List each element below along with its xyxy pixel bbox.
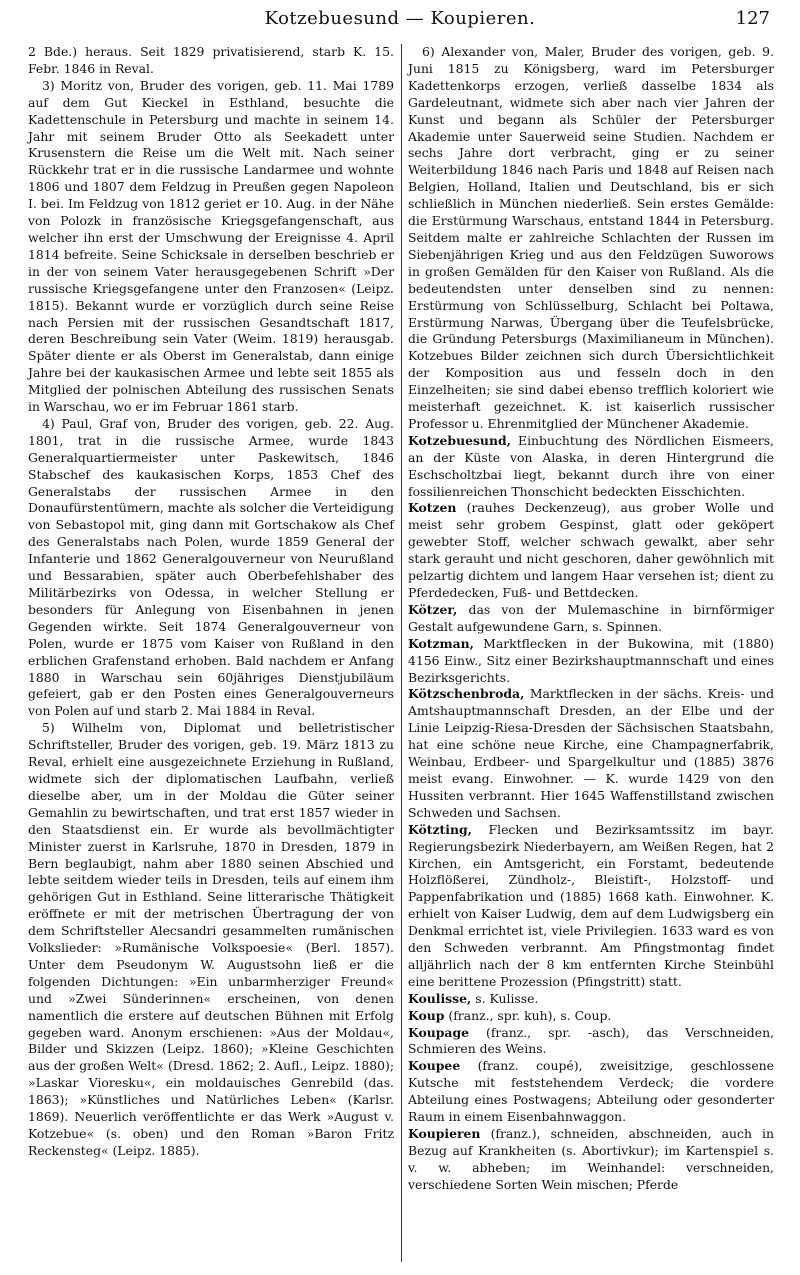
entry-kotzman (408, 636, 774, 687)
entry-text: Flecken und Bezirksamtssitz im bayr. Regierungsbezirk Niederbayern, am Weißen Regen, hat 2 Kirchen, ein Amtsgericht, ein Forstamt, bedeutende Holzflößerei, Zündholz-, Bleistift-, Holzstoff- und Pappenfabrikation und (1885) 1668 kath. Einwohner. K. erhielt von Kaiser Ludwig, dem auf dem Ludwigsberg ein Denkmal errichtet ist, viele Privilegien. 1633 ward es von den Schweden verbrannt. Am Pfingstmontag findet alljährlich nach der 8 km entfernten Kirche Steinbühl eine berittene Prozession (Pfingstritt) statt. (408, 821, 774, 989)
headword: Kötzer, (408, 601, 458, 617)
entry-text: Marktflecken in der sächs. Kreis- und Amtshauptmannschaft Dresden, an der Elbe und der Linie Leipzig-Riesa-Dresden der Sächsischen Staatsbahn, hat eine schöne neue Kirche, eine Champagnerfabrik, Weinbau, Erdbeer- und Spargelkultur und (1885) 3876 meist evang. Einwohner. — K. wurde 1429 von den Hussiten verbrannt. Hier 1645 Waffenstillstand zwischen Schweden und Sachsen. (408, 686, 774, 820)
entry-text: das von der Mulemaschine in birnförmiger Gestalt aufgewundene Garn, s. Spinnen. (408, 601, 774, 634)
headword: Koulisse, (408, 990, 472, 1006)
running-head: Kotzebuesund — Koupieren. (264, 8, 536, 29)
right-column (408, 44, 774, 1194)
entry-text: (franz. coupé), zweisitzige, geschlossene Kutsche mit feststehendem Verdeck; die vordere Abteilung eines Postwagens; Abteilung oder gesonderter Raum in einem Eisenbahnwaggon. (408, 1058, 774, 1125)
headword: Kotzman, (408, 635, 474, 651)
entry-paragraph: 3) Moritz von, Bruder des vorigen, geb. 11. Mai 1789 auf dem Gut Kieckel in Esthland, besuchte die Kadettenschule in Petersburg und machte in seinem 14. Jahr mit seinem Bruder Otto als Seekadett unter Krusenstern die Reise um die Welt mit. Nach seiner Rückkehr trat er in die russische Landarmee und wohnte 1806 und 1807 dem Feldzug in Preußen gegen Napoleon I. bei. Im Feldzug von 1812 geriet er 10. Aug. in der Nähe von Polozk in französische Kriegsgefangenschaft, aus welcher ihn erst der Umschwung der Ereignisse 4. April 1814 befreite. Seine Schicksale in derselben beschrieb er in der von seinem Vater herausgegebenen Schrift »Der russische Kriegsgefangene unter den Franzosen« (Leipz. 1815). Bekannt wurde er vorzüglich durch seine Reise nach Persien mit der russischen Gesandtschaft 1817, deren Beschreibung sein Vater (Weim. 1819) herausgab. Später diente er als Oberst im Generalstab, dann einige Jahre bei der kaukasischen Armee und lebte seit 1855 als Mitglied der polnischen Abteilung des russischen Senats in Warschau, wo er im Februar 1861 starb. (28, 77, 394, 415)
headword: Kötzting, (408, 821, 472, 837)
entry-koupieren (408, 1126, 774, 1194)
headword: Koupage (408, 1024, 470, 1040)
entry-kotzschenbroda (408, 686, 774, 821)
left-column (28, 44, 394, 1160)
entry-koupee (408, 1058, 774, 1126)
headword: Koupieren (408, 1126, 481, 1141)
entry-text: (franz., spr. kuh), s. Coup. (444, 1007, 612, 1023)
entry-paragraph: 6) Alexander von, Maler, Bruder des vorigen, geb. 9. Juni 1815 zu Königsberg, ward im Petersburger Kadettenkorps erzogen, verließ dasselbe 1834 als Gardeleutnant, widmete sich aber nach vier Jahren der Kunst und begann als Schüler der Petersburger Akademie unter Sauerweid seine Studien. Nachdem er sechs Jahre dort verbracht, ging er zu seiner Weiterbildung 1846 nach Paris und 1848 auf Reisen nach Belgien, Holland, Italien und Deutschland, bis er sich schließlich in München niederließ. Sein erstes Gemälde: die Erstürmung Warschaus, entstand 1844 in Petersburg. Seitdem malte er zahlreiche Schlachten der Russen im Siebenjährigen Krieg und aus den Feldzügen Suworows in großen Gemälden für den Kaiser von Rußland. Als die bedeutendsten unter denselben sind zu nennen: Erstürmung von Schlüsselburg, Schlacht bei Poltawa, Erstürmung Narwas, Übergang über die Teufelsbrücke, die Gründung Petersburgs (Maximilianeum in München). Kotzebues Bilder zeichnen sich durch Übersichtlichkeit der Komposition aus und fesseln doch in den Einzelheiten; sie sind dabei ebenso trefflich koloriert wie meisterhaft gezeichnet. K. ist kaiserlich russischer Professor u. Ehrenmitglied der Münchener Akademie. (408, 44, 774, 431)
entry-koup (408, 1008, 774, 1025)
entry-kotzebuesund (408, 433, 774, 501)
entry-paragraph: 2 Bde.) heraus. Seit 1829 privatisierend, starb K. 15. Febr. 1846 in Reval. (28, 44, 394, 76)
entry-koupage (408, 1025, 774, 1059)
headword: Kötzschenbroda, (408, 686, 525, 702)
entry-text: s. Kulisse. (471, 990, 539, 1006)
column-divider (401, 44, 402, 1262)
headword: Koup (408, 1007, 445, 1023)
entry-kotzen (408, 500, 774, 601)
headword: Kotzebuesund, (408, 432, 511, 448)
headword: Koupee (408, 1058, 461, 1074)
headword: Kotzen (408, 500, 457, 516)
entry-text: (franz.), schneiden, abschneiden, auch in Bezug auf Krankheiten (s. Abortivkur); im Kartenspiel s. v. w. abheben; im Weinhandel: verschneiden, verschiedene Sorten Wein mischen; Pferde (408, 1126, 774, 1192)
entry-paragraph: 5) Wilhelm von, Diplomat und belletristischer Schriftsteller, Bruder des vorigen, geb. 19. März 1813 zu Reval, erhielt eine ausgezeichnete Erziehung in Rußland, widmete sich der diplomatischen Laufbahn, verließ dieselbe aber, um in der Moldau die Güter seiner Gemahlin zu bewirtschaften, und trat erst 1857 wieder in den Staatsdienst ein. Er wurde als bevollmächtigter Minister zuerst in Karlsruhe, 1870 in Dresden, 1879 in Bern beglaubigt, nahm aber 1880 seinen Abschied und lebte seitdem wieder teils in Dresden, teils auf einem ihm gehörigen Gut in Esthland. Seine litterarische Thätigkeit eröffnete er mit der metrischen Übertragung der von dem Schriftsteller Alecsandri gesammelten rumänischen Volkslieder: »Rumänische Volkspoesie« (Berl. 1857). Unter dem Pseudonym W. Augustsohn ließ er die folgenden Dichtungen: »Ein unbarmherziger Freund« und »Zwei Sünderinnen« erscheinen, von denen namentlich die erstere auf deutschen Bühnen mit Erfolg gegeben ward. Anonym erschienen: »Aus der Moldau«, Bilder und Skizzen (Leipz. 1860); »Kleine Geschichten aus der großen Welt« (Dresd. 1862; 2. Aufl., Leipz. 1880); »Laskar Vioresku«, ein moldauisches Genrebild (das. 1863); »Künstliches und Natürliches Leben« (Karlsr. 1869). Neuerlich veröffentlichte er das Werk »August v. Kotzebue« (s. oben) und den Roman »Baron Fritz Reckensteg« (Leipz. 1885). (28, 720, 394, 1158)
entry-paragraph: 4) Paul, Graf von, Bruder des vorigen, geb. 22. Aug. 1801, trat in die russische Armee, wurde 1843 Generalquartiermeister unter Paskewitsch, 1846 Stabschef des kaukasischen Korps, 1853 Chef des Generalstabs der russischen Armee in den Donaufürstentümern, machte als solcher die Verteidigung von Sebastopol mit, ging dann mit Gortschakow als Chef des Generalstabs nach Polen, wurde 1859 General der Infanterie und 1862 Generalgouverneur von Neurußland und Bessarabien, später auch Oberbefehlshaber des Militärbezirks von Odessa, in welcher Stellung er besonders für Anlegung von Eisenbahnen in jenen Gegenden wirkte. Seit 1874 Generalgouverneur von Polen, wurde er 1875 vom Kaiser von Rußland in den erblichen Grafenstand erhoben. Bald nachdem er Anfang 1880 in Warschau sein 60jähriges Dienstjubiläum gefeiert, gab er den Posten eines Generalgouverneurs von Polen auf und starb 2. Mai 1884 in Reval. (28, 415, 394, 719)
entry-kotzer (408, 602, 774, 636)
entry-koulisse (408, 991, 774, 1008)
page-number: 127 (735, 8, 770, 29)
entry-kotzting (408, 822, 774, 991)
entry-text: Einbuchtung des Nördlichen Eismeers, an der Küste von Alaska, in deren Hintergrund die Eschscholtzbai liegt, bekannt durch ihre von einer fossilienreichen Thonschicht bedeckten Eisschichten. (408, 432, 774, 499)
entry-text: (rauhes Deckenzeug), aus grober Wolle und meist sehr grobem Gespinst, glatt oder geköpert gewebter Stoff, welcher schwach gewalkt, aber sehr stark gerauht und nicht geschoren, daher gewöhnlich mit pelzartig dichtem und langem Haar versehen ist; dient zu Pferdedecken, Fuß- und Bettdecken. (408, 500, 774, 600)
page-header (30, 8, 770, 38)
entry-text: (franz., spr. -asch), das Verschneiden, Schmieren des Weins. (408, 1024, 774, 1057)
entry-text: Marktflecken in der Bukowina, mit (1880) 4156 Einw., Sitz einer Bezirkshauptmannschaft und eines Bezirksgerichts. (408, 635, 774, 685)
